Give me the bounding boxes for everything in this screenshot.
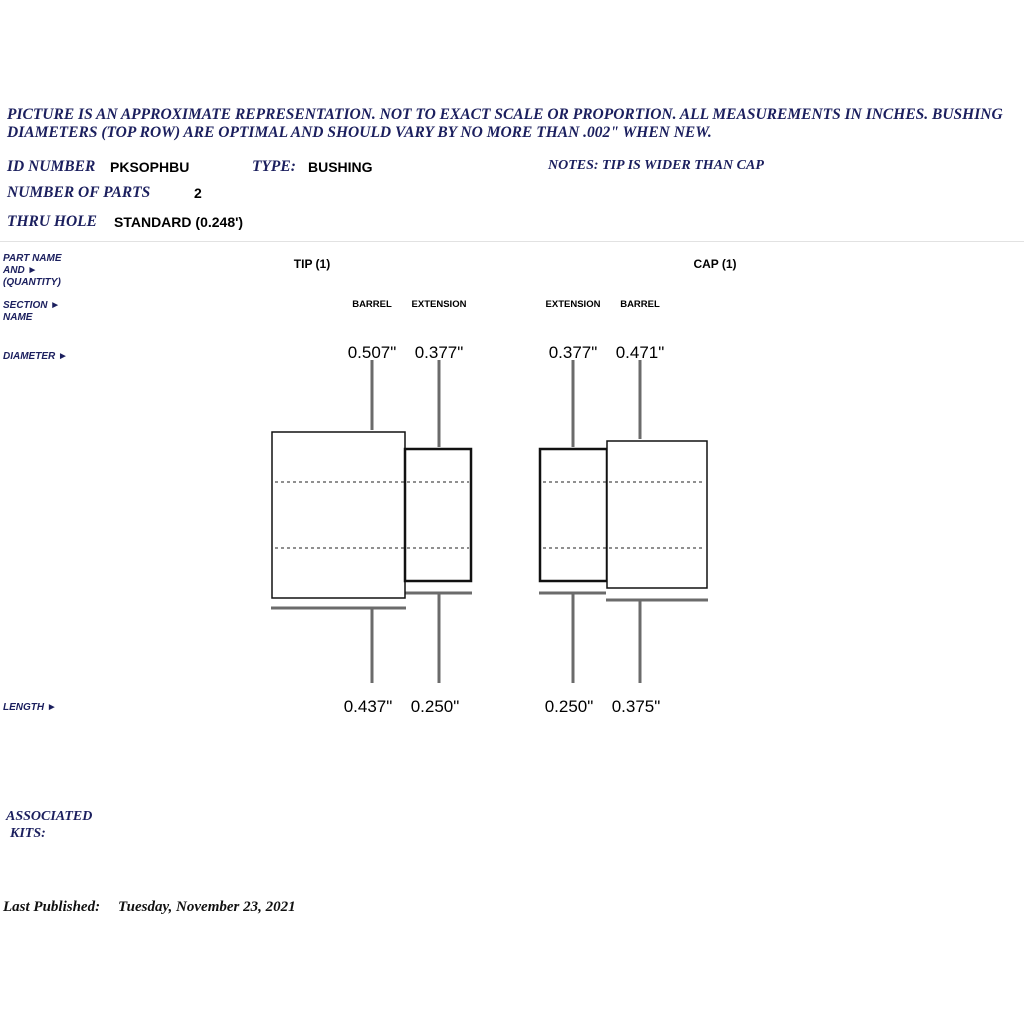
part-name-label-line: (QUANTITY) bbox=[3, 277, 61, 288]
length-cap-barrel: 0.375" bbox=[611, 697, 661, 716]
disclaimer-text: PICTURE IS AN APPROXIMATE REPRESENTATION. NOT TO EXACT SCALE OR PROPORTION. ALL MEASUREMENTS IN INCHES. BUSHING DIAMETERS (TOP ROW) ARE OPTIMAL AND SHOULD VARY BY NO MORE THAN .002" WHEN NEW. bbox=[7, 106, 1003, 141]
type-value: BUSHING bbox=[308, 159, 373, 175]
associated-kits-line: ASSOCIATED bbox=[6, 809, 93, 824]
section-name-tip-barrel: BARREL bbox=[352, 299, 392, 310]
thru-hole-value: STANDARD (0.248') bbox=[114, 214, 244, 230]
associated-kits-label bbox=[6, 808, 92, 842]
notes-text: NOTES: TIP IS WIDER THAN CAP bbox=[548, 158, 764, 173]
number-of-parts-value: 2 bbox=[194, 185, 202, 201]
length-tip-extension: 0.250" bbox=[410, 697, 460, 716]
section-name-cap-barrel: BARREL bbox=[620, 299, 660, 310]
diameter-cap-extension: 0.377" bbox=[548, 343, 598, 362]
associated-kits-line: KITS: bbox=[10, 826, 46, 841]
section-name-label-line: SECTION ► bbox=[3, 300, 61, 311]
cap-barrel-shape bbox=[607, 441, 707, 588]
diameter-tip-barrel: 0.507" bbox=[347, 343, 397, 362]
type-label: TYPE: bbox=[252, 158, 296, 175]
id-number-value: PKSOPHBU bbox=[110, 159, 190, 175]
part-name-cap: CAP (1) bbox=[693, 257, 737, 271]
section-name-cap-extension: EXTENSION bbox=[545, 299, 601, 310]
section-name-tip-extension: EXTENSION bbox=[411, 299, 467, 310]
length-tip-barrel: 0.437" bbox=[343, 697, 393, 716]
length-cap-extension: 0.250" bbox=[544, 697, 594, 716]
cap-extension-shape bbox=[540, 449, 607, 581]
tip-extension-shape bbox=[405, 449, 471, 581]
diameter-cap-barrel: 0.471" bbox=[615, 343, 665, 362]
part-name-tip: TIP (1) bbox=[293, 257, 331, 271]
thru-hole-label: THRU HOLE bbox=[7, 213, 97, 230]
diameter-row-label: DIAMETER ► bbox=[3, 351, 68, 362]
number-of-parts-label: NUMBER OF PARTS bbox=[7, 184, 151, 201]
diameter-tip-extension: 0.377" bbox=[414, 343, 464, 362]
last-published-label: Last Published: bbox=[3, 899, 101, 915]
last-published-date: Tuesday, November 23, 2021 bbox=[118, 899, 296, 915]
section-name-label-line: NAME bbox=[3, 312, 33, 323]
tip-barrel-shape bbox=[272, 432, 405, 598]
length-row-label: LENGTH ► bbox=[3, 702, 57, 713]
part-name-label-line: PART NAME bbox=[3, 253, 62, 264]
id-number-label: ID NUMBER bbox=[7, 158, 96, 175]
part-name-label-line: AND ► bbox=[3, 265, 38, 276]
